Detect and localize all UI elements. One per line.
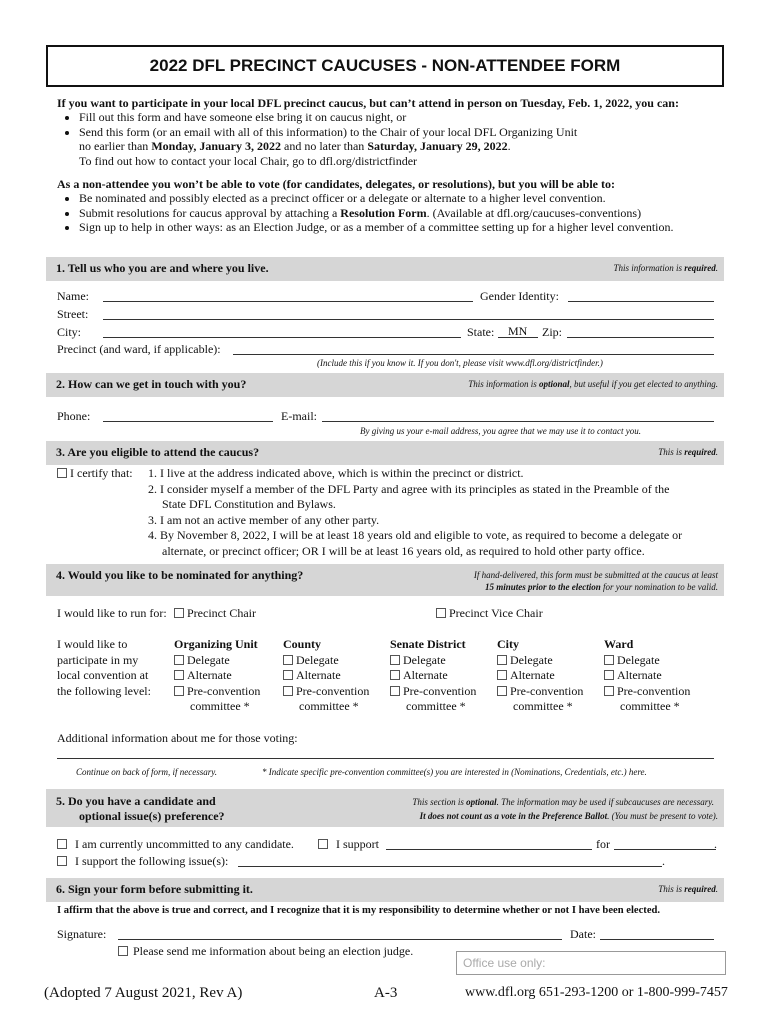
state-label: State: bbox=[467, 325, 495, 339]
participate-label: I would like to participate in my local convention at the following level: bbox=[57, 637, 151, 698]
street-label: Street: bbox=[57, 307, 89, 321]
intro-block bbox=[57, 96, 737, 235]
uncommitted-checkbox[interactable] bbox=[57, 839, 67, 849]
section-3-note: This is required. bbox=[658, 447, 718, 457]
delegate-checkbox[interactable] bbox=[497, 655, 507, 665]
election-judge-option[interactable]: Please send me information about being an election judge. bbox=[118, 944, 413, 959]
intro-bullet-2: • Send this form (or an email with all of this information) to the Chair of your local DFL Organizing Unit no earlier than Monday, January 3, 2022 and no later than Saturday, January 29, 2022. To find out how to contact your local Chair, go to dfl.org/districtfinder bbox=[79, 125, 737, 169]
precon-checkbox[interactable] bbox=[283, 686, 293, 696]
alternate-checkbox[interactable] bbox=[390, 670, 400, 680]
section-6-title: 6. Sign your form before submitting it. bbox=[56, 882, 253, 896]
additional-info-field[interactable] bbox=[57, 758, 714, 759]
section-1-note: This information is required. bbox=[613, 263, 718, 273]
alternate-option[interactable]: Alternate bbox=[497, 668, 583, 684]
precinct-vice-chair-checkbox[interactable] bbox=[436, 608, 446, 618]
alternate-option[interactable]: Alternate bbox=[604, 668, 690, 684]
date-field[interactable] bbox=[600, 939, 714, 940]
phone-field[interactable] bbox=[103, 421, 273, 422]
level-column bbox=[497, 637, 583, 715]
eligibility-item: 1. I live at the address indicated above, which is within the precinct or district. bbox=[148, 466, 524, 480]
affirm-statement: I affirm that the above is true and correct, and I recognize that it is my responsibility to determine whether or not I have been elected. bbox=[57, 905, 661, 916]
delegate-checkbox[interactable] bbox=[390, 655, 400, 665]
level-column bbox=[283, 637, 369, 715]
section-6-note: This is required. bbox=[658, 884, 718, 894]
committee-label: committee * bbox=[620, 699, 680, 713]
precinct-field[interactable] bbox=[233, 354, 714, 355]
section-4-note-2: 15 minutes prior to the election for your nomination to be valid. bbox=[484, 582, 718, 592]
certify-label: I certify that: bbox=[70, 466, 133, 480]
phone-label: Phone: bbox=[57, 409, 91, 423]
date-label: Date: bbox=[570, 927, 596, 941]
precon-option[interactable]: Pre-convention bbox=[283, 684, 369, 700]
section-5-note-1: This section is optional. The information may be used if subcaucuses are necessary. bbox=[412, 797, 714, 807]
alternate-checkbox[interactable] bbox=[604, 670, 614, 680]
period: . bbox=[714, 837, 717, 851]
eligibility-item: 3. I am not an active member of any other party. bbox=[148, 512, 380, 527]
email-label: E-mail: bbox=[281, 409, 317, 423]
signature-field[interactable] bbox=[118, 939, 562, 940]
precinct-label: Precinct (and ward, if applicable): bbox=[57, 342, 221, 356]
eligibility-item: 2. I consider myself a member of the DFL Party and agree with its principles as stated in the Preamble of the bbox=[148, 481, 670, 496]
alternate-checkbox[interactable] bbox=[497, 670, 507, 680]
intro-bullet-1: • Fill out this form and have someone else bring it on caucus night, or bbox=[79, 110, 737, 125]
alternate-option[interactable]: Alternate bbox=[174, 668, 260, 684]
delegate-checkbox[interactable] bbox=[604, 655, 614, 665]
additional-info-label: Additional information about me for those voting: bbox=[57, 731, 298, 745]
section-5-note-2: It does not count as a vote in the Preference Ballot. (You must be present to vote). bbox=[419, 811, 718, 821]
level-column bbox=[390, 637, 476, 715]
election-judge-checkbox[interactable] bbox=[118, 946, 128, 956]
intro-heading: If you want to participate in your local DFL precinct caucus, but can’t attend in person on Tuesday, Feb. 1, 2022, you can: bbox=[57, 96, 679, 110]
section-3-title: 3. Are you eligible to attend the caucus? bbox=[56, 445, 260, 459]
intro-bullet-c2: • Submit resolutions for caucus approval by attaching a Resolution Form. (Available at dfl.org/caucuses-conventions) bbox=[79, 206, 737, 221]
precon-checkbox[interactable] bbox=[604, 686, 614, 696]
level-heading: Senate District bbox=[390, 637, 466, 651]
precon-option[interactable]: Pre-convention bbox=[604, 684, 690, 700]
eligibility-item: 4. By November 8, 2022, I will be at least 18 years old and eligible to vote, as required to become a delegate or bbox=[148, 528, 683, 543]
signature-label: Signature: bbox=[57, 927, 107, 941]
delegate-option[interactable]: Delegate bbox=[604, 653, 690, 669]
zip-label: Zip: bbox=[542, 325, 562, 339]
alternate-checkbox[interactable] bbox=[174, 670, 184, 680]
section-4-title: 4. Would you like to be nominated for anything? bbox=[56, 568, 304, 582]
level-heading: Ward bbox=[604, 637, 634, 651]
committee-label: committee * bbox=[190, 699, 250, 713]
section-5-title-2: optional issue(s) preference? bbox=[79, 809, 225, 823]
precinct-chair-checkbox[interactable] bbox=[174, 608, 184, 618]
candidate-field[interactable] bbox=[386, 849, 592, 850]
intro-heading-2: As a non-attendee you won’t be able to vote (for candidates, delegates, or resolutions), but you will be able to: bbox=[57, 177, 615, 191]
level-heading: Organizing Unit bbox=[174, 637, 258, 651]
delegate-checkbox[interactable] bbox=[283, 655, 293, 665]
precinct-vice-chair-option[interactable]: Precinct Vice Chair bbox=[436, 606, 543, 621]
precon-option[interactable]: Pre-convention bbox=[497, 684, 583, 700]
section-4-bar bbox=[46, 564, 724, 596]
city-field[interactable] bbox=[103, 337, 461, 338]
committee-label: committee * bbox=[299, 699, 359, 713]
gender-label: Gender Identity: bbox=[480, 289, 559, 303]
eligibility-item-cont: alternate, or precinct officer; OR I will be at least 16 years old, as required to hold other party office. bbox=[162, 543, 645, 558]
precon-option[interactable]: Pre-convention bbox=[390, 684, 476, 700]
issues-field[interactable] bbox=[238, 866, 662, 867]
section-2-note: This information is optional, but useful if you get elected to anything. bbox=[468, 379, 718, 389]
committee-label: committee * bbox=[513, 699, 573, 713]
delegate-option[interactable]: Delegate bbox=[390, 653, 476, 669]
certify-row bbox=[57, 466, 133, 481]
gender-field[interactable] bbox=[568, 301, 714, 302]
alternate-checkbox[interactable] bbox=[283, 670, 293, 680]
section-5-bar bbox=[46, 789, 724, 827]
precinct-hint: (Include this if you know it. If you don't, please visit www.dfl.org/districtfinder.) bbox=[317, 358, 603, 368]
section-2-title: 2. How can we get in touch with you? bbox=[56, 377, 247, 391]
delegate-option[interactable]: Delegate bbox=[497, 653, 583, 669]
contact-info: www.dfl.org 651-293-1200 or 1-800-999-7457 bbox=[465, 985, 728, 1000]
level-column bbox=[174, 637, 260, 715]
intro-bullet-c3: • Sign up to help in other ways: as an Election Judge, or as a member of a committee setting up for a higher level convention. bbox=[79, 220, 737, 235]
adopted-date: (Adopted 7 August 2021, Rev A) bbox=[44, 985, 243, 1001]
level-heading: City bbox=[497, 637, 519, 651]
zip-field[interactable] bbox=[567, 337, 714, 338]
section-1-bar bbox=[46, 257, 724, 281]
for-label: for bbox=[596, 837, 610, 851]
delegate-option[interactable]: Delegate bbox=[283, 653, 369, 669]
precon-option[interactable]: Pre-convention bbox=[174, 684, 260, 700]
section-6-bar bbox=[46, 878, 724, 902]
office-use-box: Office use only: bbox=[456, 951, 726, 975]
street-field[interactable] bbox=[103, 319, 714, 320]
precinct-chair-option[interactable]: Precinct Chair bbox=[174, 606, 256, 621]
run-for-label: I would like to run for: bbox=[57, 606, 167, 620]
eligibility-item-cont: State DFL Constitution and Bylaws. bbox=[162, 497, 336, 512]
precon-checkbox[interactable] bbox=[390, 686, 400, 696]
section-2-bar bbox=[46, 373, 724, 397]
alternate-option[interactable]: Alternate bbox=[283, 668, 369, 684]
precon-checkbox[interactable] bbox=[497, 686, 507, 696]
state-value: MN bbox=[508, 324, 528, 338]
continue-note: Continue on back of form, if necessary. bbox=[76, 767, 217, 777]
precon-checkbox[interactable] bbox=[174, 686, 184, 696]
candidate-for-field[interactable] bbox=[614, 849, 716, 850]
level-column bbox=[604, 637, 690, 715]
support-candidate-option[interactable]: I support bbox=[318, 837, 379, 852]
form-title: 2022 DFL PRECINCT CAUCUSES - NON-ATTENDEE FORM bbox=[46, 45, 724, 87]
intro-bullet-c1: • Be nominated and possibly elected as a precinct officer or a delegate or alternate to a higher level convention. bbox=[79, 191, 737, 206]
city-label: City: bbox=[57, 325, 82, 339]
support-candidate-checkbox[interactable] bbox=[318, 839, 328, 849]
email-field[interactable] bbox=[322, 421, 714, 422]
committee-label: committee * bbox=[406, 699, 466, 713]
uncommitted-option[interactable]: I am currently uncommitted to any candidate. bbox=[57, 837, 294, 852]
eligibility-list bbox=[148, 466, 682, 560]
section-5-title-1: 5. Do you have a candidate and bbox=[56, 794, 216, 808]
level-heading: County bbox=[283, 637, 322, 651]
support-issues-checkbox[interactable] bbox=[57, 856, 67, 866]
name-field[interactable] bbox=[103, 301, 473, 302]
email-hint: By giving us your e-mail address, you agree that we may use it to contact you. bbox=[360, 426, 642, 436]
section-1-title: 1. Tell us who you are and where you live. bbox=[56, 261, 269, 275]
section-4-note-1: If hand-delivered, this form must be submitted at the caucus at least bbox=[473, 570, 718, 580]
page-number: A-3 bbox=[374, 985, 398, 1001]
section-3-bar bbox=[46, 441, 724, 465]
support-issues-option[interactable]: I support the following issue(s): bbox=[57, 854, 228, 869]
period-2: . bbox=[662, 854, 665, 868]
committee-footnote: * Indicate specific pre-convention committee(s) you are interested in (Nominations, Credentials, etc.) here. bbox=[262, 767, 647, 777]
delegate-option[interactable]: Delegate bbox=[174, 653, 260, 669]
alternate-option[interactable]: Alternate bbox=[390, 668, 476, 684]
name-label: Name: bbox=[57, 289, 89, 303]
delegate-checkbox[interactable] bbox=[174, 655, 184, 665]
certify-checkbox[interactable] bbox=[57, 468, 67, 478]
